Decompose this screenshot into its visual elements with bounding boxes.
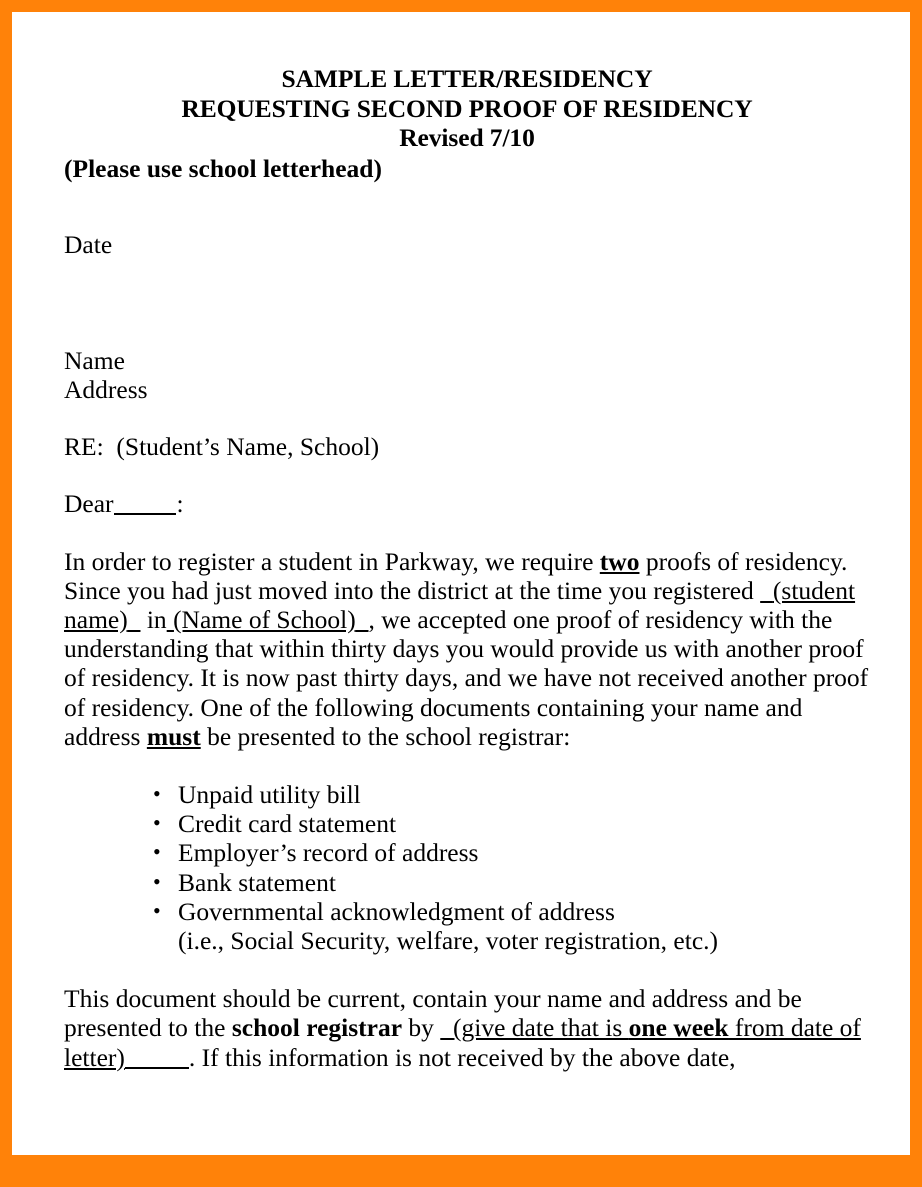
letter-page xyxy=(12,12,910,1155)
spacer-date-to-recipient xyxy=(64,259,870,346)
p2-segment-1: This document should be current, contain your name and address and be presented to the xyxy=(64,984,802,1043)
body-paragraph-1 xyxy=(64,547,870,751)
document-title xyxy=(64,64,870,153)
list-item-label: Unpaid utility bill xyxy=(178,779,361,809)
title-line-1: SAMPLE LETTER/RESIDENCY xyxy=(281,64,653,93)
blank-due-date-tail[interactable] xyxy=(125,1067,189,1069)
salutation-greeting: Dear xyxy=(64,488,114,518)
subject-value: (Student’s Name, School) xyxy=(116,431,380,461)
spacer-subject-to-salutation xyxy=(64,461,870,489)
spacer-recipient-to-subject xyxy=(64,404,870,432)
list-item-label: Credit card statement xyxy=(178,809,397,839)
list-item-label: Governmental acknowledgment of address xyxy=(178,896,615,926)
subject-line xyxy=(64,432,870,461)
salutation-line xyxy=(64,489,870,518)
blank-due-date[interactable]: (give date that is one week from date of letter) xyxy=(64,1013,861,1072)
recipient-name-label: Name xyxy=(64,345,125,375)
p1-segment-2: proofs of residency. Since you had just moved into the district at the time you registered xyxy=(64,546,848,605)
p1-segment-4: , we accepted one proof of residency with the understanding that within thirty days you would provide us with another proof of residency. It is now past thirty days, and we have not received another proof of residency. One of the following documents containing your name and address xyxy=(64,604,869,751)
date-label: Date xyxy=(64,229,113,259)
bullet-icon: • xyxy=(153,868,161,894)
list-item-label: Employer’s record of address xyxy=(178,838,479,868)
title-line-3-revision: Revised 7/10 xyxy=(399,123,535,152)
letter-sheet xyxy=(12,12,910,1072)
blank-school-name[interactable]: (Name of School) xyxy=(173,604,356,634)
list-item xyxy=(149,897,870,955)
bullet-icon: • xyxy=(153,839,161,865)
p2-emphasis-registrar: school registrar xyxy=(231,1013,403,1043)
list-item xyxy=(149,868,870,897)
bullet-icon: • xyxy=(153,897,161,923)
title-line-2: REQUESTING SECOND PROOF OF RESIDENCY xyxy=(181,93,753,123)
p1-segment-5: be presented to the school registrar: xyxy=(200,721,571,751)
p2-segment-3: . If this information is not received by the above date, xyxy=(188,1042,736,1072)
bullet-icon: • xyxy=(153,780,161,806)
list-item xyxy=(149,838,870,867)
p1-segment-1: In order to register a student in Parkway, we require xyxy=(64,546,600,576)
subject-prefix: RE: xyxy=(64,431,104,461)
list-item xyxy=(149,809,870,838)
salutation-colon: : xyxy=(176,488,184,518)
acceptable-documents-list xyxy=(64,780,870,955)
list-item-subline: (i.e., Social Security, welfare, voter registration, etc.) xyxy=(178,925,719,955)
spacer-body-to-list xyxy=(64,751,870,780)
letterhead-note: (Please use school letterhead) xyxy=(64,153,382,183)
p1-emphasis-two: two xyxy=(599,546,640,576)
spacer-list-to-closing xyxy=(64,955,870,984)
blank-student-name[interactable]: (student name) xyxy=(64,575,856,634)
recipient-address-label: Address xyxy=(64,374,148,404)
spacer-after-letterhead xyxy=(64,183,870,230)
p1-emphasis-must: must xyxy=(146,721,201,751)
salutation-blank[interactable] xyxy=(114,513,176,515)
p1-segment-3: in xyxy=(140,604,167,634)
list-item xyxy=(149,780,870,809)
list-item-label: Bank statement xyxy=(178,867,336,897)
spacer-salutation-to-body xyxy=(64,518,870,547)
bullet-icon: • xyxy=(153,810,161,836)
p2-segment-2: by xyxy=(402,1013,441,1043)
body-paragraph-2 xyxy=(64,984,870,1072)
